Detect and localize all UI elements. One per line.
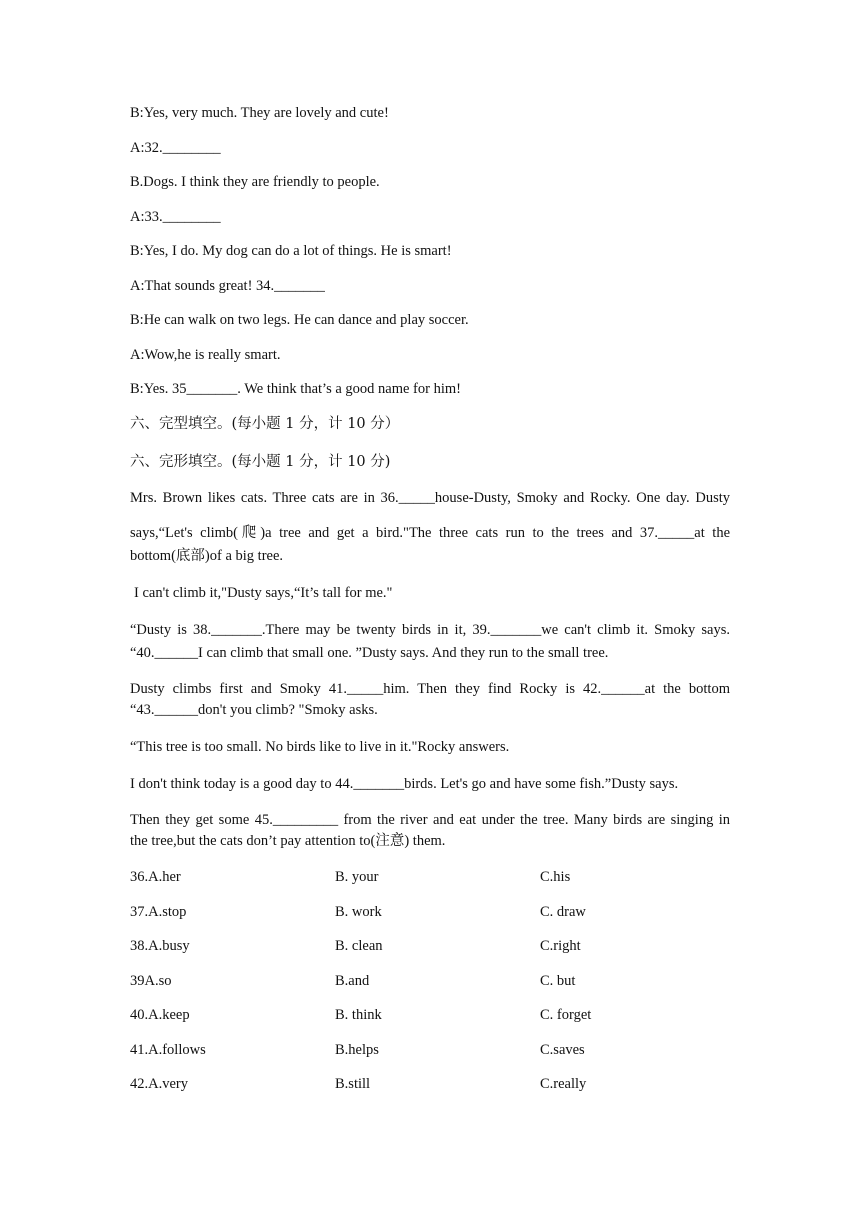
passage-line: the tree,but the cats don’t pay attention to(注意) them. [130, 833, 446, 849]
section-heading: 六、完型填空。(每小题 1 分，计 10 分） [130, 416, 400, 432]
dialogue-line: B.Dogs. I think they are friendly to people. [130, 174, 380, 190]
option-question-41: 41.A.follows [130, 1042, 206, 1058]
dialogue-line: A:33.________ [130, 209, 221, 225]
section-heading: 六、完形填空。(每小题 1 分，计 10 分) [130, 454, 391, 470]
option-c: C. draw [540, 904, 586, 920]
dialogue-line: A:That sounds great! 34._______ [130, 278, 325, 294]
option-c: C.really [540, 1076, 587, 1092]
passage-line: Then they get some 45._________ from the river and eat under the tree. Many birds are singing in [130, 812, 730, 828]
option-question-36: 36.A.her [130, 869, 181, 885]
passage-line: bottom(底部)of a big tree. [130, 548, 284, 564]
dialogue-line: B:Yes. 35_______. We think that’s a good name for him! [130, 381, 461, 397]
dialogue-line: A:Wow,he is really smart. [130, 347, 281, 363]
passage-line: “43.______don't you climb? "Smoky asks. [130, 702, 378, 718]
option-c: C.saves [540, 1042, 585, 1058]
passage-line: I don't think today is a good day to 44._______birds. Let's go and have some fish.”Dusty says. [130, 776, 679, 792]
option-c: C.right [540, 938, 581, 954]
option-c: C. forget [540, 1007, 592, 1023]
passage-line: “This tree is too small. No birds like to live in it."Rocky answers. [130, 739, 510, 755]
dialogue-line: B:Yes, very much. They are lovely and cute! [130, 105, 389, 121]
passage-line: I can't climb it,"Dusty says,“It’s tall for me." [134, 585, 393, 601]
option-b: B. your [335, 869, 379, 885]
option-question-42: 42.A.very [130, 1076, 188, 1092]
passage-line: says,“Let's climb(爬)a tree and get a bird."The three cats run to the trees and 37._____at the [130, 525, 730, 541]
option-b: B. work [335, 904, 382, 920]
option-question-37: 37.A.stop [130, 904, 187, 920]
dialogue-line: B:He can walk on two legs. He can dance and play soccer. [130, 312, 469, 328]
option-c: C.his [540, 869, 571, 885]
option-question-38: 38.A.busy [130, 938, 190, 954]
option-b: B.helps [335, 1042, 379, 1058]
dialogue-line: B:Yes, I do. My dog can do a lot of things. He is smart! [130, 243, 452, 259]
passage-line: Dusty climbs first and Smoky 41._____him. Then they find Rocky is 42.______at the bottom [130, 681, 730, 697]
option-b: B.and [335, 973, 370, 989]
dialogue-line: A:32.________ [130, 140, 221, 156]
passage-line: “Dusty is 38._______.There may be twenty birds in it, 39._______we can't climb it. Smoky says. [130, 622, 730, 638]
passage-line: Mrs. Brown likes cats. Three cats are in 36._____house-Dusty, Smoky and Rocky. One day. Dusty [130, 490, 730, 506]
option-question-39: 39A.so [130, 973, 172, 989]
option-b: B. think [335, 1007, 382, 1023]
option-b: B.still [335, 1076, 371, 1092]
passage-line: “40.______I can climb that small one. ”Dusty says. And they run to the small tree. [130, 645, 609, 661]
option-c: C. but [540, 973, 576, 989]
option-question-40: 40.A.keep [130, 1007, 190, 1023]
option-b: B. clean [335, 938, 383, 954]
